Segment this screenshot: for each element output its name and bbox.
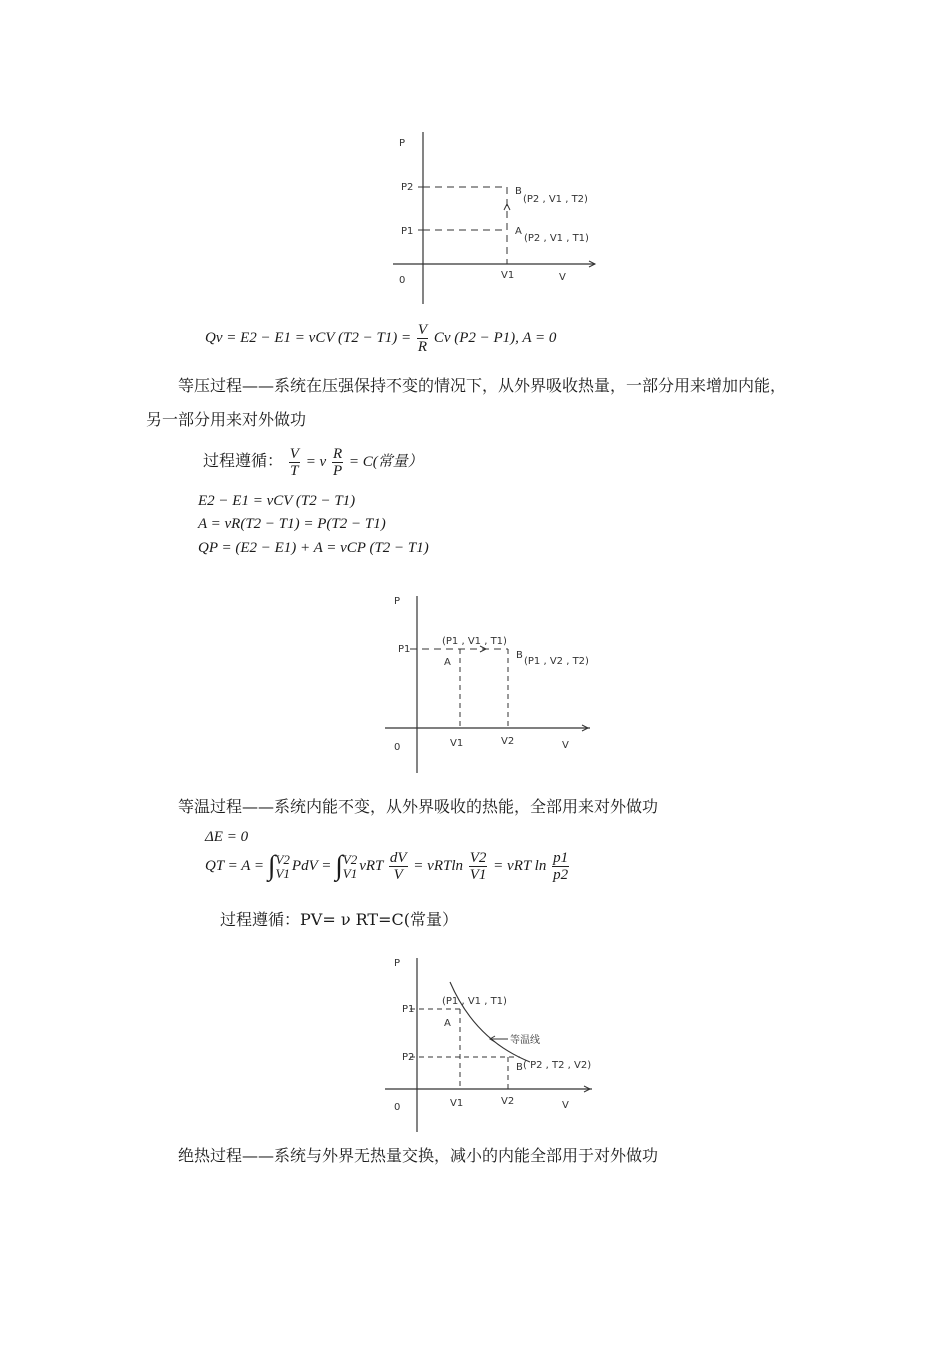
point-a-label: A <box>444 657 451 668</box>
rule-mid: = ν <box>305 453 327 470</box>
point-b-coords: (P2 , V1 , T2) <box>523 194 588 205</box>
fraction-v-over-r: $\frac{V}{R}$ <box>417 322 428 355</box>
isothermal-rule: 过程遵循：PV= ν RT=C(常量） <box>220 910 458 929</box>
point-b-label: B <box>516 1062 523 1073</box>
axis-v-label: V <box>562 1100 569 1111</box>
axis-p-label: P <box>394 596 401 607</box>
point-b-coords: (P1 , V2 , T2) <box>524 656 589 667</box>
axis-v-label: V <box>559 272 566 283</box>
integral-limits: V2 V1 <box>342 851 358 881</box>
rule-end: = C(常量） <box>348 453 423 470</box>
isobaric-graph <box>380 588 610 778</box>
isochoric-graph <box>385 128 605 308</box>
point-a-coords: (P1 , V1 , T1) <box>442 636 507 647</box>
tick-v1: V1 <box>501 270 515 281</box>
point-a-coords: (P2 , V1 , T1) <box>524 233 589 244</box>
point-b-label: B <box>515 186 522 197</box>
fraction-dv-over-v: $\frac{dV}{V}$ <box>389 850 407 883</box>
point-a-coords: (P1 , V1 , T1) <box>442 996 507 1007</box>
isotherm-label: 等温线 <box>510 1035 540 1046</box>
delta-e-equation: ΔE = 0 <box>205 829 249 845</box>
integrand-2: νRT <box>359 857 384 874</box>
mid-term-2: = νRT ln <box>493 857 547 874</box>
fraction-p1-over-p2: $\frac{p1}{p2}$ <box>553 850 569 883</box>
fraction-r-over-p: $\frac{R}{P}$ <box>332 446 343 479</box>
integral-limits: V2 V1 <box>275 851 290 881</box>
tick-p1: P1 <box>402 1004 415 1015</box>
isotherm-curve <box>450 982 530 1062</box>
axis-p-label: P <box>399 138 406 149</box>
process-arrow <box>504 204 510 210</box>
adiabatic-paragraph: 绝热过程——系统与外界无热量交换，减小的内能全部用于对外做功 <box>178 1146 659 1165</box>
integrand-1: PdV = <box>291 857 332 874</box>
tick-v2: V2 <box>501 736 515 747</box>
point-b-label: B <box>516 650 523 661</box>
origin-label: 0 <box>394 742 401 753</box>
tick-v2: V2 <box>501 1096 515 1107</box>
isothermal-paragraph: 等温过程——系统内能不变，从外界吸收的热能，全部用来对外做功 <box>178 797 659 816</box>
tick-p1: P1 <box>401 226 414 237</box>
point-b-coords: ( P2 , T2 , V2) <box>523 1060 592 1071</box>
tick-p2: P2 <box>402 1052 415 1063</box>
isobaric-eq2: A = νR(T2 − T1) = P(T2 − T1) <box>198 516 386 532</box>
eq-lhs: QT = A = <box>205 857 265 874</box>
isobaric-rule <box>203 446 423 479</box>
origin-label: 0 <box>394 1102 401 1113</box>
axis-v-label: V <box>562 740 569 751</box>
isobaric-paragraph-line1: 等压过程——系统在压强保持不变的情况下，从外界吸收热量，一部分用来增加内能， <box>178 376 787 395</box>
rule-label: 过程遵循： <box>203 452 284 470</box>
isobaric-eq3: QP = (E2 − E1) + A = νCP (T2 − T1) <box>198 540 429 556</box>
tick-p2: P2 <box>401 182 414 193</box>
mid-term-1: = νRTln <box>413 857 463 874</box>
tick-p1: P1 <box>398 644 411 655</box>
point-a-label: A <box>515 226 522 237</box>
origin-label: 0 <box>399 275 406 286</box>
point-a-label: A <box>444 1018 451 1029</box>
equation-qv-rhs: Cv (P2 − P1), A = 0 <box>433 329 557 346</box>
isothermal-graph <box>380 950 610 1135</box>
integral-sign: ∫ <box>335 850 343 882</box>
axis-p-label: P <box>394 958 401 969</box>
isothermal-work-equation <box>205 850 571 883</box>
tick-v1: V1 <box>450 1098 464 1109</box>
fraction-v2-over-v1: $\frac{V2}{V1}$ <box>469 850 487 883</box>
equation-qv <box>205 322 556 355</box>
fraction-v-over-t: $\frac{V}{T}$ <box>289 446 299 479</box>
tick-v1: V1 <box>450 738 464 749</box>
integral-sign: ∫ <box>267 850 276 882</box>
equation-qv-lhs: Qv = E2 − E1 = νCV (T2 − T1) = <box>205 329 412 346</box>
isobaric-paragraph-line2: 另一部分用来对外做功 <box>146 410 307 429</box>
isobaric-eq1: E2 − E1 = νCV (T2 − T1) <box>198 493 356 509</box>
